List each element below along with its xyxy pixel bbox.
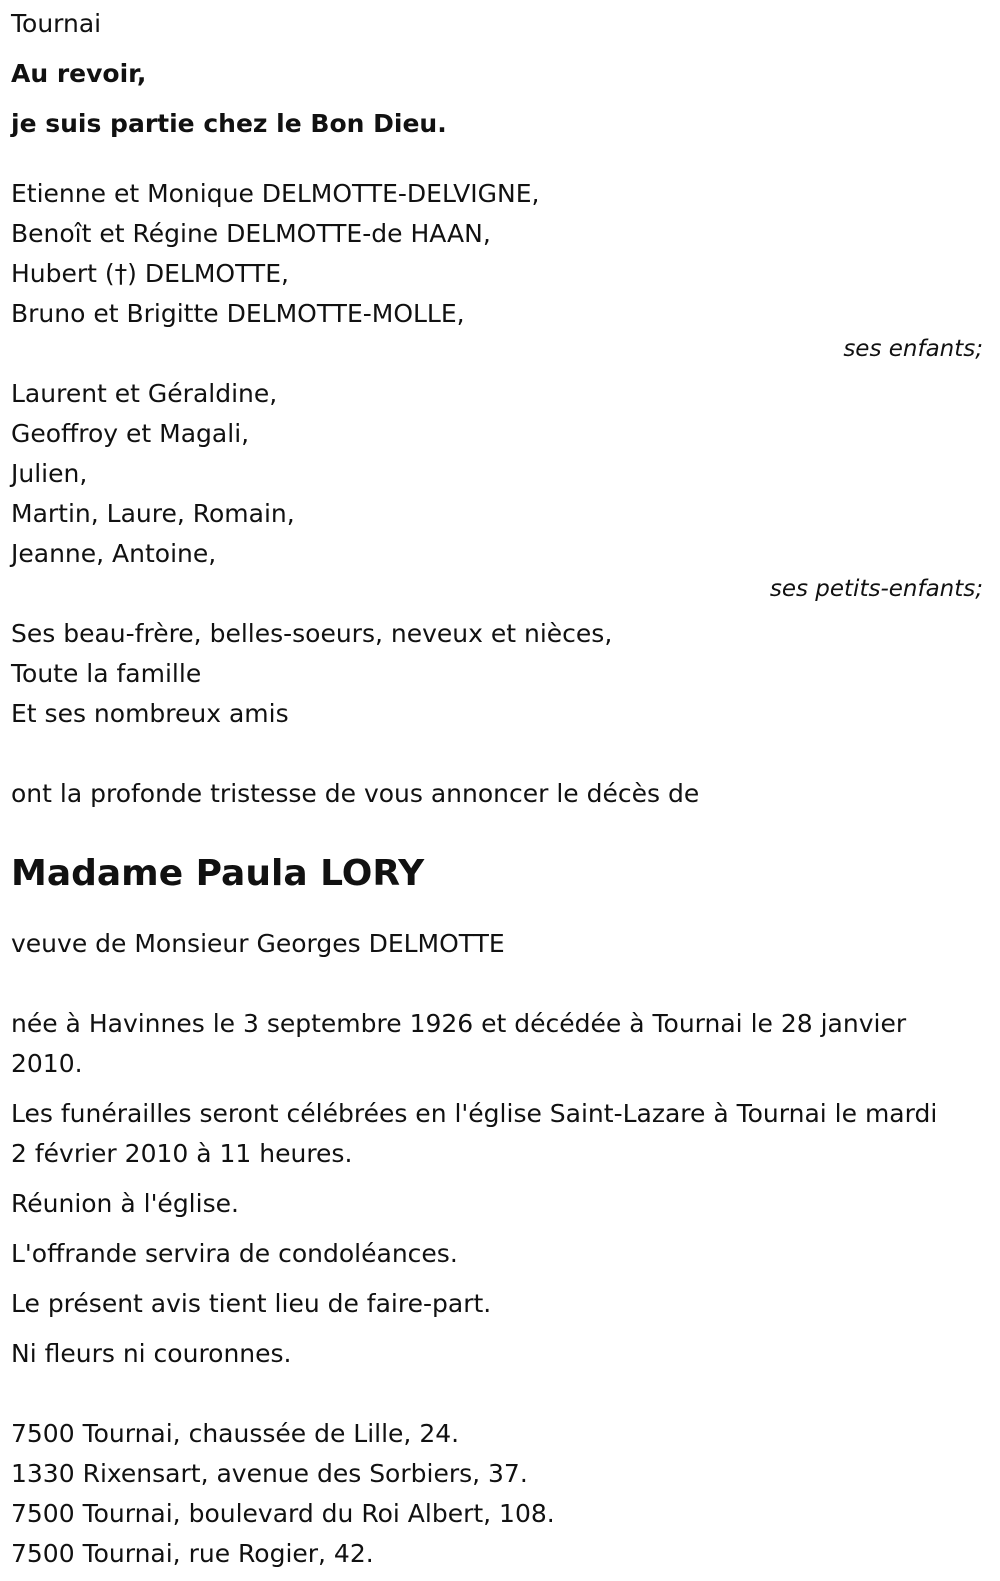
address-line: 7500 Tournai, boulevard du Roi Albert, 108. (11, 1499, 555, 1528)
offering-text: L'offrande servira de condoléances. (11, 1239, 458, 1268)
farewell-line-2: je suis partie chez le Bon Dieu. (11, 109, 447, 138)
child-entry: Etienne et Monique DELMOTTE-DELVIGNE, (11, 179, 540, 208)
funeral-text: Les funérailles seront célébrées en l'église Saint-Lazare à Tournai le mardi 2 février 2010 à 11 heures. (11, 1099, 938, 1168)
city-heading: Tournai (11, 9, 102, 38)
farewell-line-1: Au revoir, (11, 59, 147, 88)
children-label: ses enfants; (843, 336, 983, 362)
details-section (11, 1004, 983, 1374)
announcement-text: ont la profonde tristesse de vous annoncer le décès de (11, 779, 700, 808)
grandchildren-label: ses petits-enfants; (769, 576, 983, 602)
child-entry: Bruno et Brigitte DELMOTTE-MOLLE, (11, 299, 465, 328)
family-line: Et ses nombreux amis (11, 699, 289, 728)
children-list (11, 174, 983, 364)
family-line: Toute la famille (11, 659, 202, 688)
obituary-notice (11, 4, 983, 1574)
meeting-text: Réunion à l'église. (11, 1189, 239, 1218)
notice-text: Le présent avis tient lieu de faire-part. (11, 1289, 492, 1318)
grandchild-entry: Geoffroy et Magali, (11, 419, 250, 448)
child-entry: Hubert (†) DELMOTTE, (11, 259, 289, 288)
address-line: 7500 Tournai, chaussée de Lille, 24. (11, 1419, 460, 1448)
grandchild-entry: Jeanne, Antoine, (11, 539, 217, 568)
extended-family (11, 614, 983, 734)
grandchild-entry: Laurent et Géraldine, (11, 379, 278, 408)
deceased-name: Madame Paula LORY (11, 853, 425, 894)
child-entry: Benoît et Régine DELMOTTE-de HAAN, (11, 219, 491, 248)
birth-death-text: née à Havinnes le 3 septembre 1926 et décédée à Tournai le 28 janvier 2010. (11, 1009, 907, 1078)
flowers-text: Ni fleurs ni couronnes. (11, 1339, 292, 1368)
address-line: 1330 Rixensart, avenue des Sorbiers, 37. (11, 1459, 528, 1488)
widow-of-text: veuve de Monsieur Georges DELMOTTE (11, 929, 505, 958)
grandchild-entry: Martin, Laure, Romain, (11, 499, 295, 528)
address-list (11, 1414, 983, 1574)
grandchildren-list (11, 374, 983, 604)
address-line: 7500 Tournai, rue Rogier, 42. (11, 1539, 374, 1568)
family-line: Ses beau-frère, belles-soeurs, neveux et nièces, (11, 619, 613, 648)
grandchild-entry: Julien, (11, 459, 88, 488)
